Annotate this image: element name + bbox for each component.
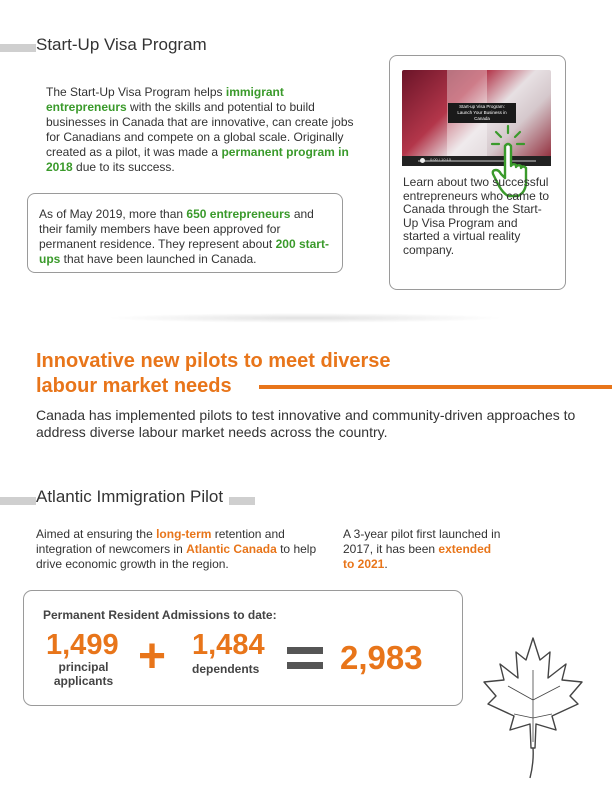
stats-text	[39, 207, 339, 267]
highlight-text: Atlantic Canada	[186, 542, 277, 556]
principal-applicants-label: principal applicants	[53, 660, 114, 688]
atlantic-timeline	[343, 527, 503, 572]
body-text: .	[384, 557, 388, 571]
body-text: to help drive economic growth in the region.	[36, 542, 317, 571]
video-caption-line1: Start-up Visa Program:	[459, 104, 505, 109]
video-description: Learn about two successful entrepreneurs who came to Canada through the Start-Up Visa Program and started a virtual reality company.	[403, 175, 550, 257]
atlantic-description	[36, 527, 326, 572]
video-time: 0:00 / 10:15	[430, 157, 452, 162]
dependents-label: dependents	[192, 662, 260, 676]
highlight-text: permanent program in 2018	[46, 145, 349, 174]
plus-sign: +	[138, 630, 167, 683]
body-text: retention and integration of newcomers in	[36, 527, 285, 556]
equals-sign-top	[287, 647, 323, 654]
equals-sign-bottom	[287, 662, 323, 669]
highlight-text: extended to 2021	[343, 542, 492, 571]
body-text: with the skills and potential to build businesses in Canada that are innovative, can create jobs for Canadians and compete on a global scale. Originally created as a pilot, it was made a	[46, 100, 354, 159]
title-line-2: labour market needs	[36, 375, 232, 397]
highlight-text: 200 start-ups	[39, 237, 329, 266]
body-text: due to its success.	[72, 160, 175, 174]
body-text: As of May 2019, more than	[39, 207, 187, 221]
video-scrubber[interactable]	[420, 158, 425, 163]
admissions-label: Permanent Resident Admissions to date:	[43, 608, 277, 622]
section-divider	[105, 313, 505, 323]
section-title-innovative-pilots	[36, 349, 391, 399]
dependents-value: 1,484	[192, 629, 265, 661]
body-text: Aimed at ensuring the	[36, 527, 157, 541]
body-text: and their family members have been approved for permanent residence. They represent about	[39, 207, 314, 251]
title-line-1: Innovative new pilots to meet diverse	[36, 350, 391, 372]
innovative-pilots-text: Canada has implemented pilots to test innovative and community-driven approaches to address diverse labour market needs across the country.	[36, 407, 576, 440]
maple-leaf-icon	[478, 630, 588, 780]
body-text: that have been launched in Canada.	[60, 252, 257, 266]
highlight-text: 650 entrepreneurs	[186, 207, 291, 221]
body-text: The Start-Up Visa Program helps	[46, 85, 226, 99]
video-caption-line2: Launch Your Business in Canada	[457, 110, 507, 121]
startup-visa-intro	[46, 85, 366, 175]
principal-applicants-value: 1,499	[46, 629, 119, 661]
admissions-total: 2,983	[340, 639, 423, 676]
body-text: A 3-year pilot first launched in 2017, it has been	[343, 527, 501, 556]
section-title-startup-visa: Start-Up Visa Program	[36, 35, 213, 55]
highlight-text: immigrant entrepreneurs	[46, 85, 284, 114]
orange-rule	[259, 385, 612, 389]
section-title-atlantic: Atlantic Immigration Pilot	[36, 487, 229, 507]
highlight-text: long-term	[156, 527, 212, 541]
video-caption	[448, 103, 516, 123]
